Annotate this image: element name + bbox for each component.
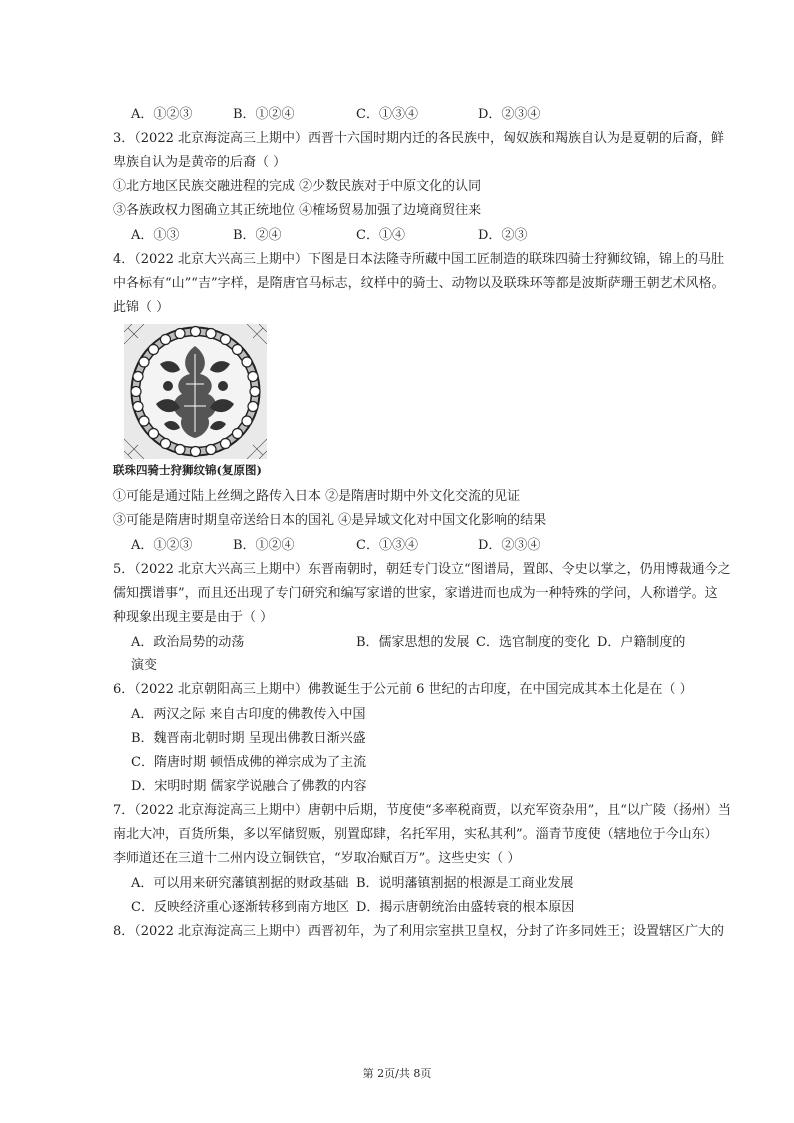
- q8-stem-line1: 8．（2022 北京海淀高三上期中）西晋初年，为了利用宗室拱卫皇权，分封了许多同姓王；设置辖区广大的: [113, 924, 724, 939]
- q2-option-d: D．②③④: [478, 107, 541, 122]
- q4-option-b: B．①②④: [233, 538, 295, 553]
- q3-statement-2: ③各族政权力图确立其正统地位 ④榷场贸易加强了边境商贸往来: [113, 203, 482, 218]
- q7-stem-line2: 南北大冲，百货所集，多以军储贸贩，别置邸肆，名托军用，实私其利”。淄青节度使（辖地位于今山东）: [113, 827, 718, 842]
- q6-stem: 6．（2022 北京朝阳高三上期中）佛教诞生于公元前 6 世纪的古印度，在中国完成其本土化是在（ ）: [113, 682, 693, 697]
- q4-option-c: C．①③④: [356, 538, 418, 553]
- figure-caption: 联珠四骑士狩狮纹锦(复原图): [113, 463, 262, 477]
- q3-statement-1: ①北方地区民族交融进程的完成 ②少数民族对于中原文化的认同: [113, 179, 482, 194]
- q2-option-a: A．①②③: [131, 107, 193, 122]
- q6-option-c: C．隋唐时期 顿悟成佛的禅宗成为了主流: [131, 755, 367, 770]
- q5-option-c: C．选官制度的变化: [476, 635, 590, 650]
- q6-option-a: A．两汉之际 来自古印度的佛教传入中国: [131, 707, 366, 722]
- q6-option-b: B．魏晋南北朝时期 呈现出佛教日渐兴盛: [131, 731, 366, 746]
- q7-option-b: B．说明藩镇割据的根源是工商业发展: [356, 876, 574, 891]
- q4-stem-line3: 此锦（ ）: [113, 300, 170, 315]
- q7-option-d: D．揭示唐朝统治由盛转衰的根本原因: [356, 900, 575, 915]
- q5-option-d: D．户籍制度的: [597, 635, 686, 650]
- q4-option-d: D．②③④: [478, 538, 541, 553]
- q7-stem-line1: 7．（2022 北京海淀高三上期中）唐朝中后期，节度使“多率税商贾，以充军资杂用”，且“以广陵（扬州）当: [113, 803, 731, 818]
- q4-statement-1: ①可能是通过陆上丝绸之路传入日本 ②是隋唐时期中外文化交流的见证: [113, 489, 521, 504]
- q7-option-c: C．反映经济重心逐渐转移到南方地区: [131, 900, 349, 915]
- q3-stem-line1: 3．（2022 北京海淀高三上期中）西晋十六国时期内迁的各民族中，匈奴族和羯族自认为是夏朝的后裔，鲜: [113, 131, 724, 146]
- q3-stem-line2: 卑族自认为是黄帝的后裔（ ）: [113, 155, 287, 170]
- q5-option-d-continuation: 演变: [131, 658, 158, 673]
- q3-option-a: A．①③: [131, 228, 180, 243]
- q4-statement-2: ③可能是隋唐时期皇帝送给日本的国礼 ④是异域文化对中国文化影响的结果: [113, 513, 547, 528]
- q5-stem-line2: 儒知撰谱事”，而且还出现了专门研究和编写家谱的世家，家谱进而也成为一种特殊的学问，人称谱学。这: [113, 586, 718, 601]
- q3-option-c: C．①④: [356, 228, 405, 243]
- page-footer: 第 2页/共 8页: [362, 1067, 432, 1080]
- q3-option-d: D．②③: [478, 228, 528, 243]
- brocade-pattern-figure: [124, 324, 267, 459]
- q5-stem-line1: 5．（2022 北京大兴高三上期中）东晋南朝时，朝廷专门设立“图谱局，置郎、令史以掌之，仍用博裁通今之: [113, 562, 731, 577]
- q5-option-a: A．政治局势的动荡: [131, 635, 245, 650]
- q4-option-a: A．①②③: [131, 538, 193, 553]
- q2-option-b: B．①②④: [233, 107, 295, 122]
- q7-stem-line3: 李师道还在三道十二州内设立铜铁官，“岁取冶赋百万”。这些史实（ ）: [113, 851, 521, 866]
- q5-option-b: B．儒家思想的发展: [356, 635, 470, 650]
- q7-option-a: A．可以用来研究藩镇割据的财政基础: [131, 876, 349, 891]
- q4-stem-line2: 中各标有“山”“吉”字样，是隋唐官马标志，纹样中的骑士、动物以及联珠环等都是波斯萨珊王朝艺术风格。: [113, 276, 725, 291]
- q3-option-b: B．②④: [233, 228, 282, 243]
- q2-option-c: C．①③④: [356, 107, 418, 122]
- q5-stem-line3: 种现象出现主要是由于（ ）: [113, 610, 274, 625]
- q6-option-d: D．宋明时期 儒家学说融合了佛教的内容: [131, 779, 367, 794]
- q4-stem-line1: 4．（2022 北京大兴高三上期中）下图是日本法隆寺所藏中国工匠制造的联珠四骑士狩狮纹锦，锦上的马肚: [113, 252, 724, 267]
